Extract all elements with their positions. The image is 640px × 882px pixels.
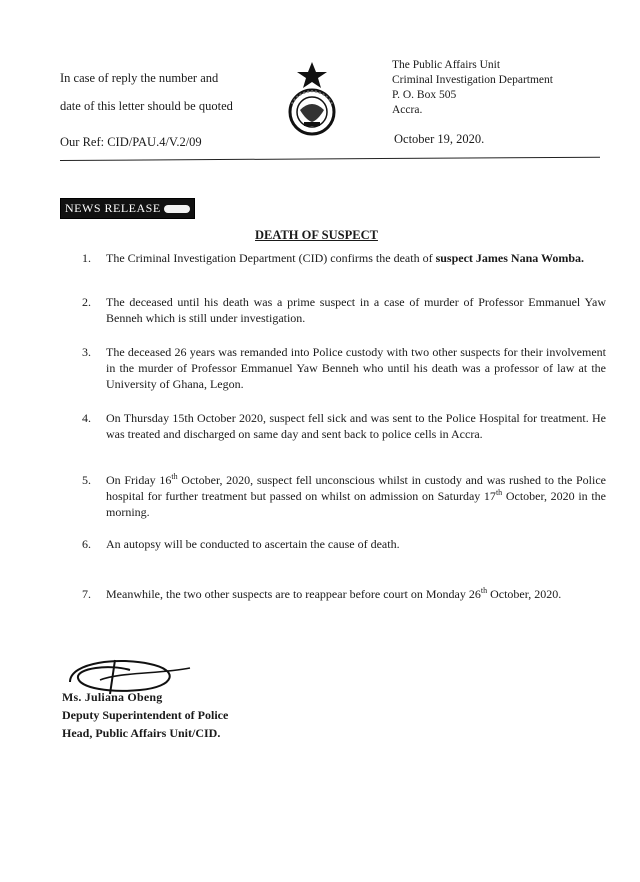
item-text-plain: The Criminal Investigation Department (CID) confirms the death of <box>106 251 436 265</box>
item-number: 4. <box>82 411 91 425</box>
ordinal-suffix: th <box>495 488 503 497</box>
police-crest-icon <box>276 60 348 138</box>
item-text: The deceased until his death was a prime suspect in a case of murder of Professor Emmanuel Yaw Benneh which is still under investigation. <box>106 295 606 325</box>
page-title: DEATH OF SUSPECT <box>255 228 378 242</box>
reply-line-1: In case of reply the number and <box>60 71 219 85</box>
signatory-office: Head, Public Affairs Unit/CID. <box>62 726 221 740</box>
letter-date: October 19, 2020. <box>394 132 485 146</box>
signatory-name: Ms. Juliana Obeng <box>62 690 163 704</box>
reference-number: Our Ref: CID/PAU.4/V.2/09 <box>60 135 202 149</box>
suspect-name: suspect James Nana Womba. <box>435 251 585 265</box>
item-text-part: October, 2020 in the morning. <box>106 489 606 519</box>
item-number: 5. <box>82 473 91 487</box>
address-line-3: P. O. Box 505 <box>392 89 457 101</box>
badge-blot <box>164 205 190 213</box>
item-text <box>106 472 606 520</box>
item-number: 3. <box>82 345 91 359</box>
ordinal-suffix: th <box>171 472 178 481</box>
item-number: 6. <box>82 537 91 551</box>
item-text: An autopsy will be conducted to ascertain the cause of death. <box>106 537 400 551</box>
address-line-1: The Public Affairs Unit <box>392 59 501 71</box>
item-text-part: October, 2020. <box>487 587 562 601</box>
item-text-part: On Friday 16 <box>106 473 172 487</box>
address-line-2: Criminal Investigation Department <box>392 74 553 86</box>
item-text <box>106 250 606 266</box>
item-number: 1. <box>82 251 91 265</box>
item-text-part: Meanwhile, the two other suspects are to reappear before court on Monday 26 <box>106 587 481 601</box>
address-line-4: Accra. <box>392 104 423 116</box>
ordinal-suffix: th <box>480 586 488 595</box>
sender-address <box>392 58 612 118</box>
item-number: 2. <box>82 295 91 309</box>
reply-line-2: date of this letter should be quoted <box>60 99 233 113</box>
item-text: The deceased 26 years was remanded into Police custody with two other suspects for their involvement in the murder of Professor Emmanuel Yaw Benneh who until his death was a professor of law at the University of Ghana, Legon. <box>106 345 606 391</box>
news-release-badge <box>60 198 195 219</box>
item-text <box>106 586 606 602</box>
reply-instruction <box>60 64 270 120</box>
header-divider <box>60 157 600 161</box>
item-text-part: October, 2020, suspect fell unconscious whilst in custody and was rushed to the Police hospital for further treatment but passed on whilst on admission on Saturday 17 <box>106 473 607 503</box>
signatory-rank: Deputy Superintendent of Police <box>62 708 229 722</box>
news-release-label: NEWS RELEASE <box>65 201 161 215</box>
signatory-block <box>62 688 228 742</box>
item-number: 7. <box>82 587 91 601</box>
item-text: On Thursday 15th October 2020, suspect fell sick and was sent to the Police Hospital for treatment. He was treated and discharged on same day and sent back to police cells in Accra. <box>106 411 606 441</box>
